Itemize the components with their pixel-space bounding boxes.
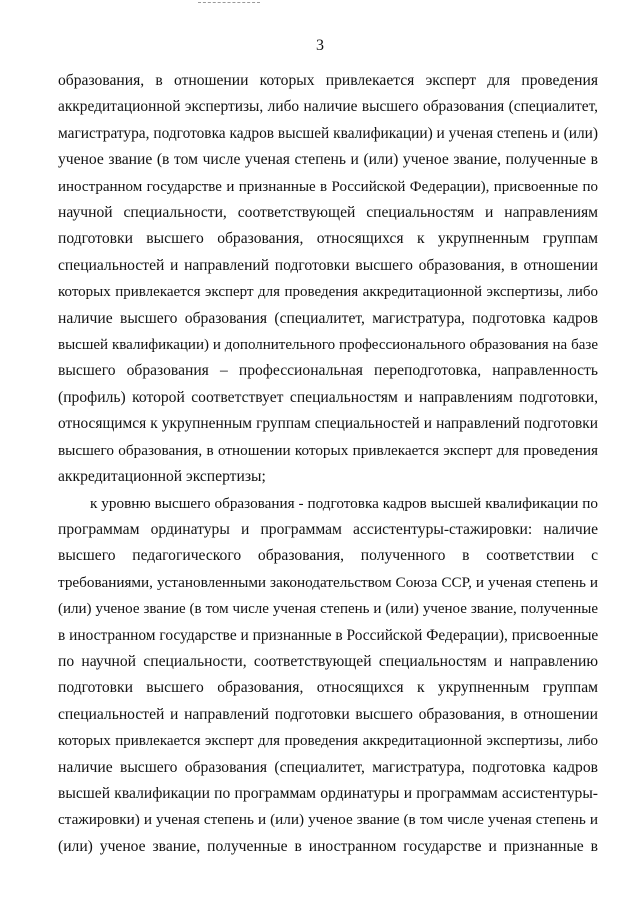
text-line: ученое звание (в том числе ученая степень и (или) ученое звание, полученные в xyxy=(58,151,598,169)
text-line: высшего образования, в отношении которых привлекается эксперт для проведения xyxy=(58,441,598,459)
text-line: по научной специальности, соответствующей специальностям и направлению xyxy=(58,652,598,670)
text-line: наличие высшего образования (специалитет, магистратура, подготовка кадров xyxy=(58,758,598,776)
text-line: (профиль) которой соответствует специальностям и направлениям подготовки, xyxy=(58,388,598,406)
text-line: наличие высшего образования (специалитет, магистратура, подготовка кадров xyxy=(58,309,598,327)
text-line: специальностей и направлений подготовки высшего образования, в отношении xyxy=(58,705,598,723)
text-line: научной специальности, соответствующей специальностям и направлениям xyxy=(58,204,598,222)
text-line: аккредитационной экспертизы, либо наличие высшего образования (специалитет, xyxy=(58,98,598,116)
text-line: подготовки высшего образования, относящихся к укрупненным группам xyxy=(58,230,598,248)
paragraph-2 xyxy=(58,491,598,861)
text-line: требованиями, установленными законодательством Союза ССР, и ученая степень и xyxy=(58,573,598,591)
text-line: к уровню высшего образования - подготовка кадров высшей квалификации по xyxy=(90,494,598,512)
text-line: (или) ученое звание, полученные в иностранном государстве и признанные в xyxy=(58,837,598,855)
text-line: магистратура, подготовка кадров высшей квалификации) и ученая степень и (или) xyxy=(58,124,598,142)
text-line: относящимся к укрупненным группам специальностей и направлений подготовки xyxy=(58,415,598,433)
paragraph-1 xyxy=(58,68,598,491)
text-line: программам ординатуры и программам ассистентуры-стажировки: наличие xyxy=(58,520,598,538)
text-line: иностранном государстве и признанные в Российской Федерации), присвоенные по xyxy=(58,178,598,195)
text-line: высшего педагогического образования, полученного в соответствии с xyxy=(58,547,598,565)
text-line: которых привлекается эксперт для проведения аккредитационной экспертизы, либо xyxy=(58,284,598,301)
text-line: в иностранном государстве и признанные в Российской Федерации), присвоенные xyxy=(58,626,599,644)
text-line: стажировки) и ученая степень и (или) ученое звание (в том числе ученая степень и xyxy=(58,811,598,829)
text-line: подготовки высшего образования, относящихся к укрупненным группам xyxy=(58,679,598,697)
text-line: которых привлекается эксперт для проведения аккредитационной экспертизы, либо xyxy=(58,733,598,750)
text-line: специальностей и направлений подготовки высшего образования, в отношении xyxy=(58,256,598,274)
document-body xyxy=(58,68,598,860)
text-line: (или) ученое звание (в том числе ученая степень и (или) ученое звание, полученные xyxy=(58,601,598,618)
text-line: высшего образования – профессиональная переподготовка, направленность xyxy=(58,362,598,380)
text-line: образования, в отношении которых привлекается эксперт для проведения xyxy=(58,72,598,89)
page-number: 3 xyxy=(316,37,324,54)
scan-edge-mark xyxy=(198,2,260,3)
text-line: высшей квалификации по программам ординатуры и программам ассистентуры- xyxy=(58,784,598,802)
text-line: высшей квалификации) и дополнительного профессионального образования на базе xyxy=(58,337,598,354)
text-line: аккредитационной экспертизы; xyxy=(58,468,266,486)
